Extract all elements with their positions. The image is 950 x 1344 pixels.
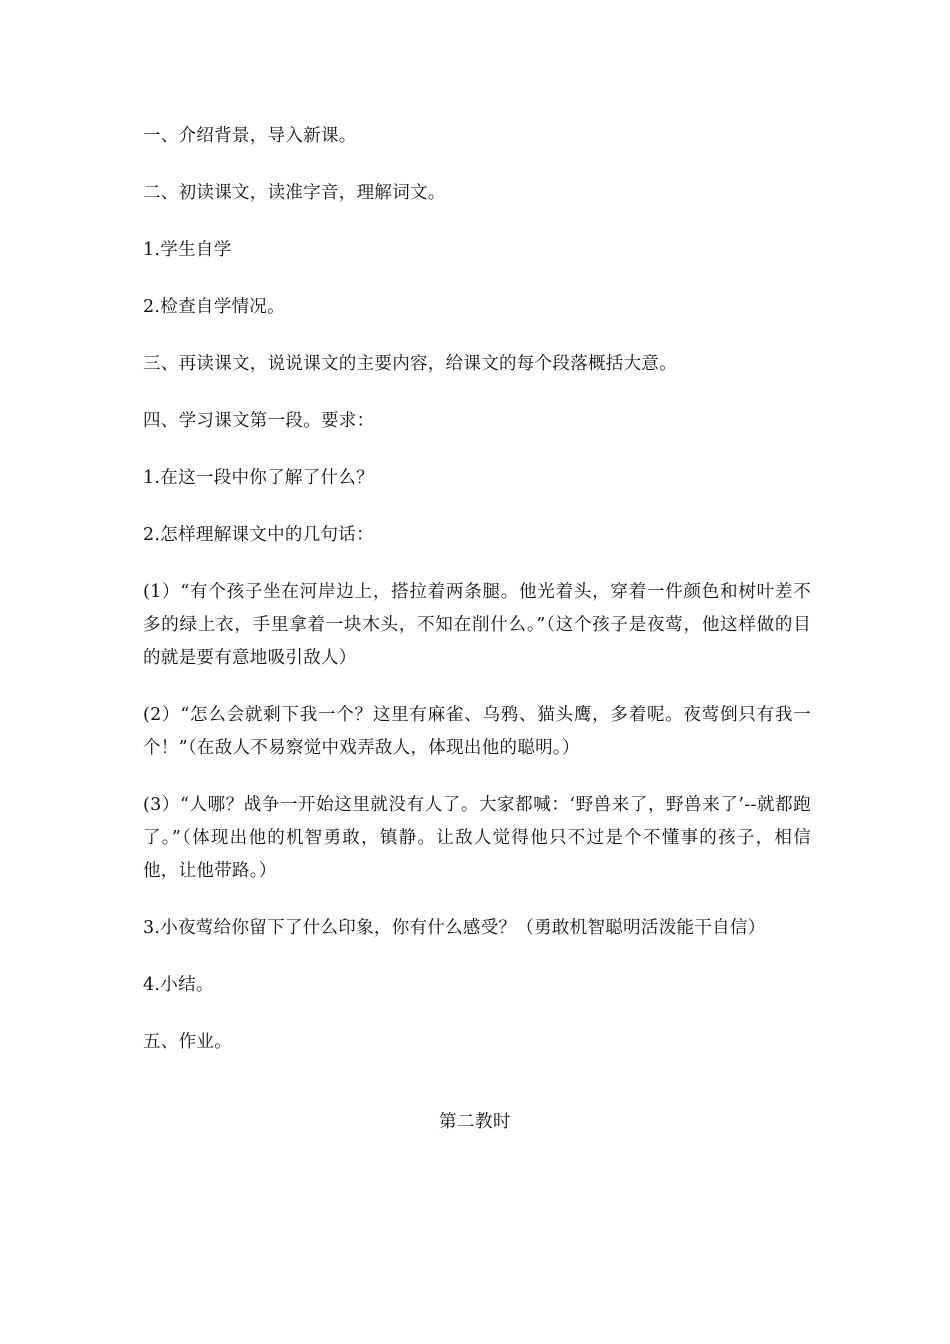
paragraph-13: 4.小结。 [143, 975, 214, 995]
paragraph-2: 二、初读课文，读准字音，理解词文。 [143, 183, 446, 203]
paragraph-11: (3）“人哪？战争一开始这里就没有人了。大家都喊：‘野兽来了，野兽来了’--就都跑了。”（体现出他的机智勇敢，镇静。让敌人觉得他只不过是个不懂事的孩子，相信他，让他带路。） [143, 795, 811, 881]
paragraph-8: 2.怎样理解课文中的几句话： [143, 525, 374, 545]
paragraph-10: (2）“怎么会就剩下我一个？这里有麻雀、乌鸦、猫头鹰，多着呢。夜莺倒只有我一个！”（在敌人不易察觉中戏弄敌人，体现出他的聪明。） [143, 705, 811, 758]
paragraph-6: 四、学习课文第一段。要求： [143, 411, 375, 431]
paragraph-7: 1.在这一段中你了解了什么？ [143, 468, 374, 488]
paragraph-5: 三、再读课文，说说课文的主要内容，给课文的每个段落概括大意。 [143, 354, 677, 374]
section-title: 第二教时 [439, 1112, 511, 1132]
paragraph-4: 2.检查自学情况。 [143, 297, 285, 317]
paragraph-12: 3.小夜莺给你留下了什么印象，你有什么感受？（勇敢机智聪明活泼能干自信） [143, 918, 766, 938]
paragraph-1: 一、介绍背景，导入新课。 [143, 126, 357, 146]
document-body [143, 120, 811, 1083]
paragraph-9: (1）“有个孩子坐在河岸边上，搭拉着两条腿。他光着头，穿着一件颜色和树叶差不多的绿上衣，手里拿着一块木头，不知在削什么。”（这个孩子是夜莺，他这样做的目的就是要有意地吸引敌人） [143, 582, 811, 668]
paragraph-3: 1.学生自学 [143, 240, 232, 260]
paragraph-14: 五、作业。 [143, 1032, 232, 1052]
